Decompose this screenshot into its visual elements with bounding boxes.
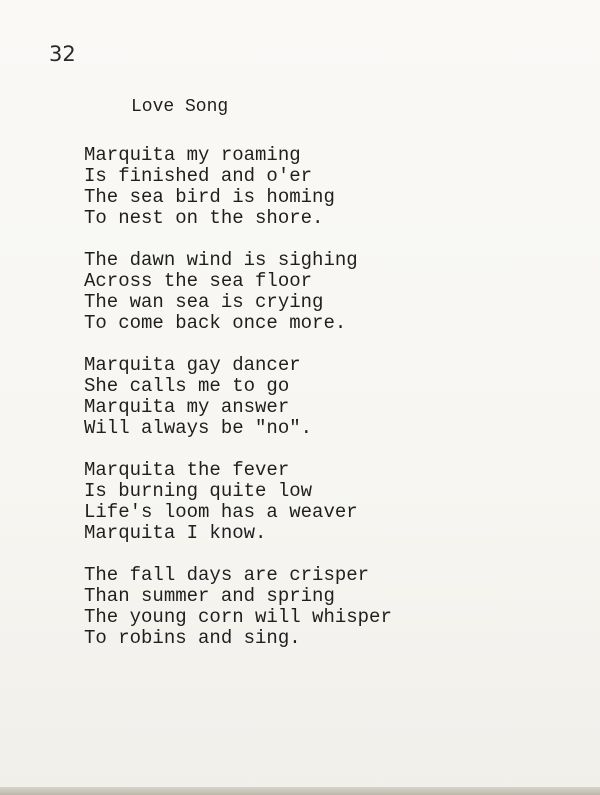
poem-line: To come back once more. <box>84 312 347 334</box>
poem-line: The wan sea is crying <box>84 291 324 313</box>
poem-line: Than summer and spring <box>84 585 335 607</box>
poem-line: Marquita I know. <box>84 522 267 544</box>
poem-title: Love Song <box>131 97 229 117</box>
show-through-texture <box>370 95 530 175</box>
poem-line: The dawn wind is sighing <box>84 249 358 271</box>
stanza-1 <box>84 145 392 229</box>
stanza-4 <box>84 460 392 544</box>
poem-line: Will always be "no". <box>84 417 313 439</box>
poem-line: Across the sea floor <box>84 270 313 292</box>
poem-line: To nest on the shore. <box>84 207 324 229</box>
poem-line: The sea bird is homing <box>84 186 335 208</box>
poem-line: The fall days are crisper <box>84 564 370 586</box>
stanza-5 <box>84 565 392 649</box>
poem-line: Is finished and o'er <box>84 165 313 187</box>
stanza-3 <box>84 355 392 439</box>
poem-line: To robins and sing. <box>84 627 301 649</box>
stanza-2 <box>84 250 392 334</box>
poem-line: Marquita my answer <box>84 396 290 418</box>
page-number: 32 <box>49 42 76 66</box>
poem-line: Life's loom has a weaver <box>84 501 358 523</box>
poem-line: Is burning quite low <box>84 480 313 502</box>
poem-line: The young corn will whisper <box>84 606 392 628</box>
poem-line: She calls me to go <box>84 375 290 397</box>
poem <box>84 97 392 670</box>
poem-line: Marquita my roaming <box>84 144 301 166</box>
poem-line: Marquita gay dancer <box>84 354 301 376</box>
poem-line: Marquita the fever <box>84 459 290 481</box>
